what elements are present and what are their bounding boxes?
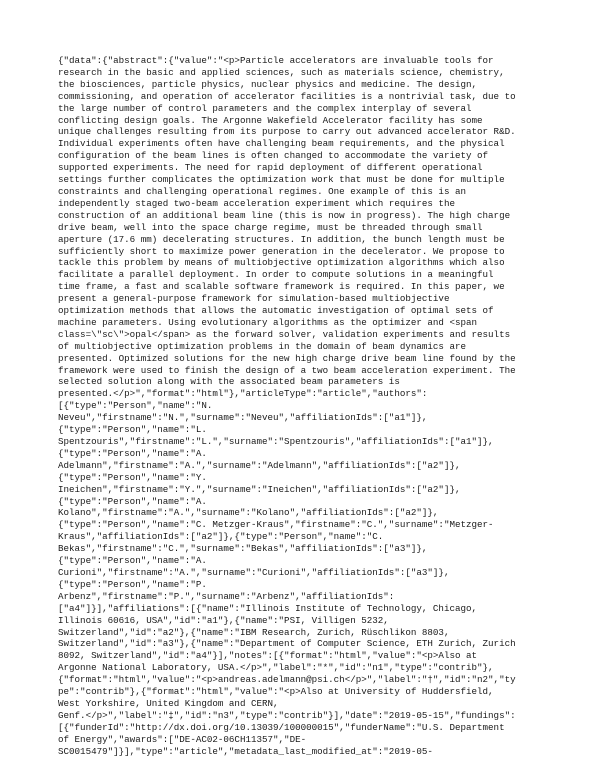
- text-line: Switzerland","id":"a3"},{"name":"Department of Computer Science, ETH Zurich, Zurich: [58, 638, 516, 650]
- text-line: class=\"sc\">opal</span> as the forward solver, validation experiments and results: [58, 328, 511, 340]
- text-line: Illinois 60616, USA","id":"a1"},{"name":"PSI, Villigen 5232,: [58, 614, 389, 626]
- text-line: constraints and challenging operational regimes. One example of this is an: [58, 185, 466, 197]
- text-line: Bekas","firstname":"C.","surname":"Bekas","affiliationIds":["a3"]},: [58, 543, 428, 555]
- text-line: presented.</p>","format":"html"},"articleType":"article","authors":: [58, 388, 428, 400]
- text-line: Curioni","firstname":"A.","surname":"Curioni","affiliationIds":["a3"]},: [58, 566, 450, 578]
- text-line: {"type":"Person","name":"L.: [58, 424, 207, 436]
- text-line: independently staged two-beam acceleration experiment which requires the: [58, 197, 455, 209]
- text-line: Argonne National Laboratory, USA.</p>","label":"*","id":"n1","type":"contrib"},: [58, 662, 494, 674]
- text-line: Kolano","firstname":"A.","surname":"Kolano","affiliationIds":["a2"]},: [58, 507, 439, 519]
- text-line: {"type":"Person","name":"A.: [58, 555, 207, 567]
- text-line: facilitate a parallel deployment. In order to compute solutions in a meaningful: [58, 269, 494, 281]
- text-line: conflicting design goals. The Argonne Wakefield Accelerator facility has some: [58, 114, 483, 126]
- text-line: [{"funderId":"http://dx.doi.org/10.13039/100000015","funderName":"U.S. Department: [58, 721, 505, 733]
- text-line: Arbenz","firstname":"P.","surname":"Arbenz","affiliationIds":: [58, 590, 395, 602]
- text-line: unique challenges resulting from its purpose to carry out advanced accelerator R&D.: [58, 126, 516, 138]
- text-line: Neveu","firstname":"N.","surname":"Neveu","affiliationIds":["a1"]},: [58, 412, 428, 424]
- text-line: time frame, a fast and scalable software framework is required. In this paper, we: [58, 281, 505, 293]
- text-line: commissioning, and operation of accelerator facilities is a nontrivial task, due to: [58, 90, 516, 102]
- text-line: {"type":"Person","name":"C. Metzger-Kraus","firstname":"C.","surname":"Metzger-: [58, 519, 494, 531]
- text-line: presented. Optimized solutions for the new high charge drive beam line found by the: [58, 352, 516, 364]
- text-line: framework were used to finish the design of a two beam acceleration experiment. The: [58, 364, 516, 376]
- text-line: {"type":"Person","name":"Y.: [58, 471, 207, 483]
- json-text-block: [58, 55, 546, 757]
- text-line: {"format":"html","value":"<p>andreas.adelmann@psi.ch</p>","label":"†","id":"n2","ty: [58, 674, 516, 686]
- text-line: {"type":"Person","name":"A.: [58, 447, 207, 459]
- text-line: Kraus","affiliationIds":["a2"]},{"type":"Person","name":"C.: [58, 531, 384, 543]
- text-line: the large number of control parameters and the complex interplay of several: [58, 102, 472, 114]
- text-line: construction of an additional beam line (this is now in progress). The high charge: [58, 209, 511, 221]
- text-line: machine parameters. Using evolutionary algorithms as the optimizer and <span: [58, 316, 478, 328]
- text-line: Genf.</p>","label":"‡","id":"n3","type":"contrib"}],"date":"2019-05-15","fundings":: [58, 709, 516, 721]
- text-line: SC0015479"]}],"type":"article","metadata_last_modified_at":"2019-05-: [58, 745, 433, 757]
- text-line: settings further complicates the optimization work that must be done for multiple: [58, 174, 505, 186]
- text-line: drive beam, well into the space charge regime, must be threaded through small: [58, 221, 483, 233]
- text-line: configuration of the beam lines is often changed to accommodate the variety of: [58, 150, 489, 162]
- text-line: research in the basic and applied sciences, such as materials science, chemistry,: [58, 66, 505, 78]
- text-line: {"data":{"abstract":{"value":"<p>Particle accelerators are invaluable tools for: [58, 55, 494, 66]
- text-line: of multiobjective optimization problems in the domain of beam dynamics are: [58, 340, 466, 352]
- text-line: Switzerland","id":"a2"},{"name":"IBM Research, Zurich, Rüschlikon 8803,: [58, 626, 450, 638]
- text-line: Individual experiments often have challenging beam requirements, and the physical: [58, 138, 505, 150]
- text-line: Adelmann","firstname":"A.","surname":"Adelmann","affiliationIds":["a2"]},: [58, 459, 461, 471]
- text-line: optimization methods that allows the automatic investigation of optimal sets of: [58, 305, 494, 317]
- text-line: tackle this problem by means of multiobjective optimization algorithms which also: [58, 257, 505, 269]
- text-line: present a general-purpose framework for simulation-based multiobjective: [58, 293, 450, 305]
- text-line: supported experiments. The need for rapid deployment of different operational: [58, 162, 483, 174]
- text-line: West Yorkshire, United Kingdom and CERN,: [58, 697, 279, 709]
- text-line: {"type":"Person","name":"P.: [58, 578, 207, 590]
- text-line: of Energy","awards":["DE-AC02-06CH11357","DE-: [58, 733, 307, 745]
- text-line: Ineichen","firstname":"Y.","surname":"Ineichen","affiliationIds":["a2"]},: [58, 483, 461, 495]
- text-line: Spentzouris","firstname":"L.","surname":"Spentzouris","affiliationIds":["a1"]},: [58, 436, 494, 447]
- text-line: ["a4"]}],"affiliations":[{"name":"Illinois Institute of Technology, Chicago,: [58, 602, 478, 614]
- text-line: [{"type":"Person","name":"N.: [58, 400, 213, 412]
- text-line: pe":"contrib"},{"format":"html","value":"<p>Also at University of Huddersfield,: [58, 686, 494, 698]
- text-line: {"type":"Person","name":"A.: [58, 495, 207, 507]
- text-line: aperture (17.6 mm) decelerating structures. In addition, the bunch length must be: [58, 233, 505, 245]
- text-line: 8092, Switzerland","id":"a4"}],"notes":[{"format":"html","value":"<p>Also at: [58, 650, 478, 662]
- text-line: the biosciences, particle physics, nuclear physics and medicine. The design,: [58, 78, 478, 90]
- text-line: selected solution along with the associated beam parameters is: [58, 376, 400, 388]
- text-line: sufficiently short to maximize power generation in the decelerator. We propose to: [58, 245, 505, 257]
